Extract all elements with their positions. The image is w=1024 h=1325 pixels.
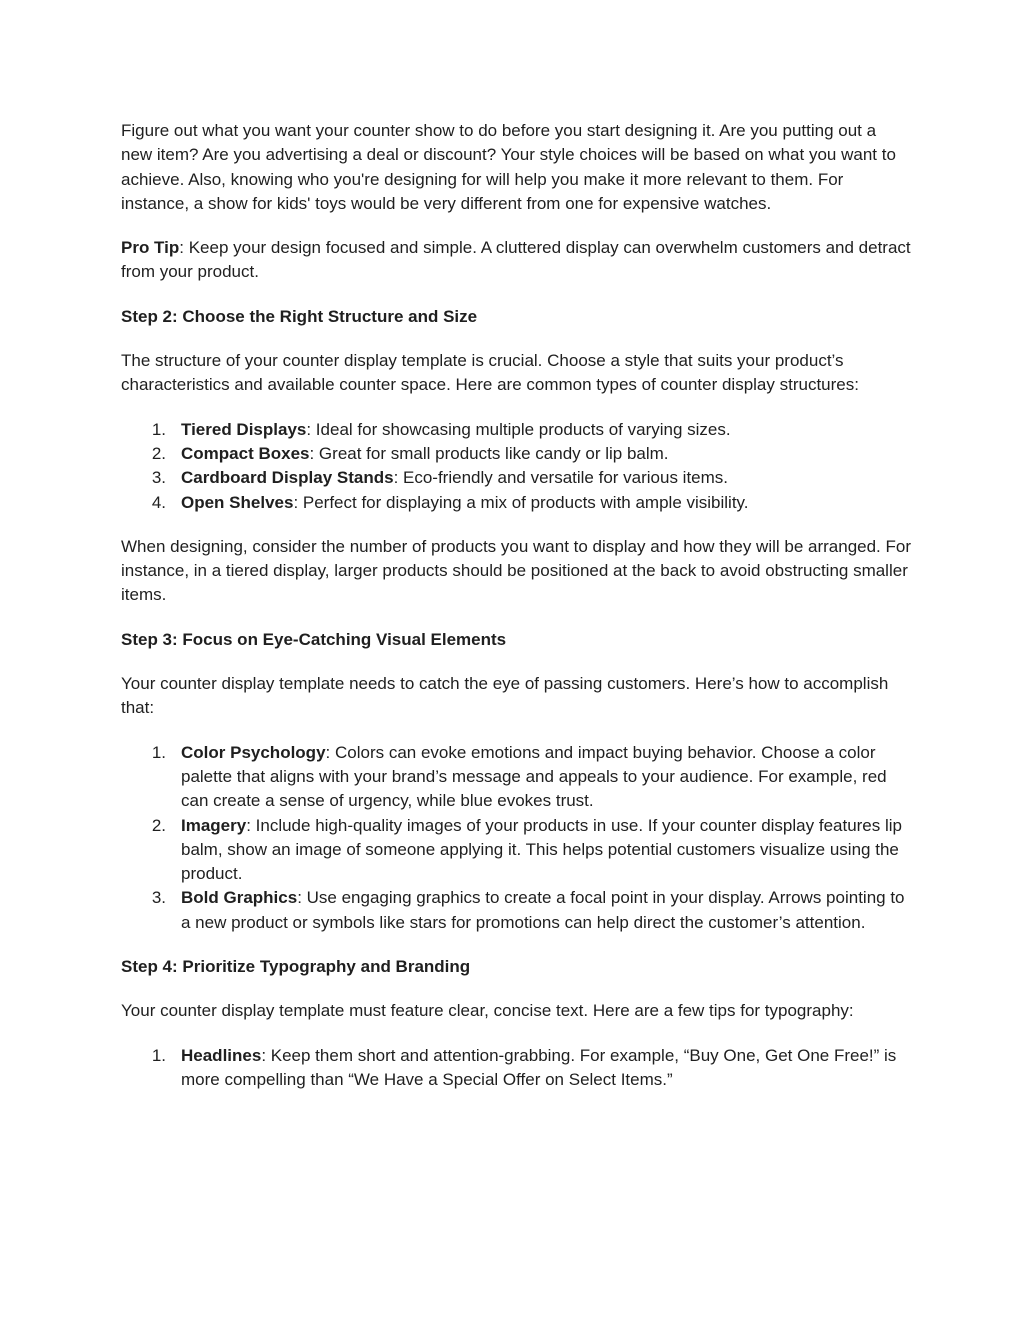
- list-number: 3.: [151, 468, 166, 488]
- list-term: Headlines: [181, 1045, 262, 1065]
- list-number: 2.: [151, 815, 166, 835]
- list-text: : Perfect for displaying a mix of products with ample visibility.: [293, 492, 749, 512]
- list-item: [121, 466, 911, 490]
- step2-list: [121, 418, 911, 515]
- list-term: Compact Boxes: [181, 443, 310, 463]
- list-term: Color Psychology: [181, 742, 326, 762]
- step4-heading: Step 4: Prioritize Typography and Branding: [121, 957, 471, 977]
- pro-tip-label: Pro Tip: [121, 238, 180, 258]
- list-term: Cardboard Display Stands: [181, 468, 394, 488]
- list-item: [121, 1044, 911, 1093]
- list-term: Open Shelves: [181, 492, 294, 512]
- step4-list: [121, 1044, 911, 1093]
- list-text: : Include high-quality images of your products in use. If your counter display features lip balm, show an image of someone applying it. This helps potential customers visualize using the product.: [181, 815, 902, 884]
- document-page: [121, 119, 911, 1112]
- list-text: : Keep them short and attention-grabbing. For example, “Buy One, Get One Free!” is more compelling than “We Have a Special Offer on Select Items.”: [181, 1045, 897, 1089]
- list-number: 1.: [151, 1045, 166, 1065]
- list-term: Imagery: [181, 815, 247, 835]
- pro-tip-paragraph: [121, 236, 911, 285]
- step2-outro: When designing, consider the number of products you want to display and how they will be arranged. For instance, in a tiered display, larger products should be positioned at the back to avoid obstructing smaller items.: [121, 536, 912, 605]
- list-term: Bold Graphics: [181, 888, 298, 908]
- step2-intro: The structure of your counter display template is crucial. Choose a style that suits your product’s characteristics and available counter space. Here are common types of counter display structures:: [121, 351, 859, 395]
- list-text: : Great for small products like candy or lip balm.: [309, 443, 669, 463]
- step4-intro: Your counter display template must feature clear, concise text. Here are a few tips for typography:: [121, 1001, 854, 1021]
- list-number: 1.: [151, 742, 166, 762]
- list-term: Tiered Displays: [181, 419, 307, 439]
- list-number: 3.: [151, 888, 166, 908]
- step3-list: [121, 741, 911, 935]
- list-number: 4.: [151, 492, 166, 512]
- pro-tip-text: : Keep your design focused and simple. A cluttered display can overwhelm customers and detract from your product.: [121, 238, 911, 282]
- step3-heading: Step 3: Focus on Eye-Catching Visual Elements: [121, 629, 507, 649]
- list-text: : Colors can evoke emotions and impact buying behavior. Choose a color palette that aligns with your brand’s message and appeals to your audience. For example, red can create a sense of urgency, while blue evokes trust.: [181, 742, 887, 811]
- list-text: : Use engaging graphics to create a focal point in your display. Arrows pointing to a new product or symbols like stars for promotions can help direct the customer’s attention.: [181, 888, 905, 932]
- list-item: [121, 442, 911, 466]
- list-number: 2.: [151, 443, 166, 463]
- list-text: : Eco-friendly and versatile for various items.: [393, 468, 729, 488]
- list-item: [121, 886, 911, 935]
- list-item: [121, 491, 911, 515]
- list-text: : Ideal for showcasing multiple products of varying sizes.: [306, 419, 731, 439]
- list-item: [121, 814, 911, 887]
- step2-heading: Step 2: Choose the Right Structure and Size: [121, 306, 478, 326]
- list-item: [121, 418, 911, 442]
- step3-intro: Your counter display template needs to catch the eye of passing customers. Here’s how to accomplish that:: [121, 674, 889, 718]
- list-number: 1.: [151, 419, 166, 439]
- intro-paragraph: Figure out what you want your counter show to do before you start designing it. Are you putting out a new item? Are you advertising a deal or discount? Your style choices will be based on what you want to achieve. Also, knowing who you're designing for will help you make it more relevant to them. For instance, a show for kids' toys would be very different from one for expensive watches.: [121, 121, 896, 213]
- list-item: [121, 741, 911, 814]
